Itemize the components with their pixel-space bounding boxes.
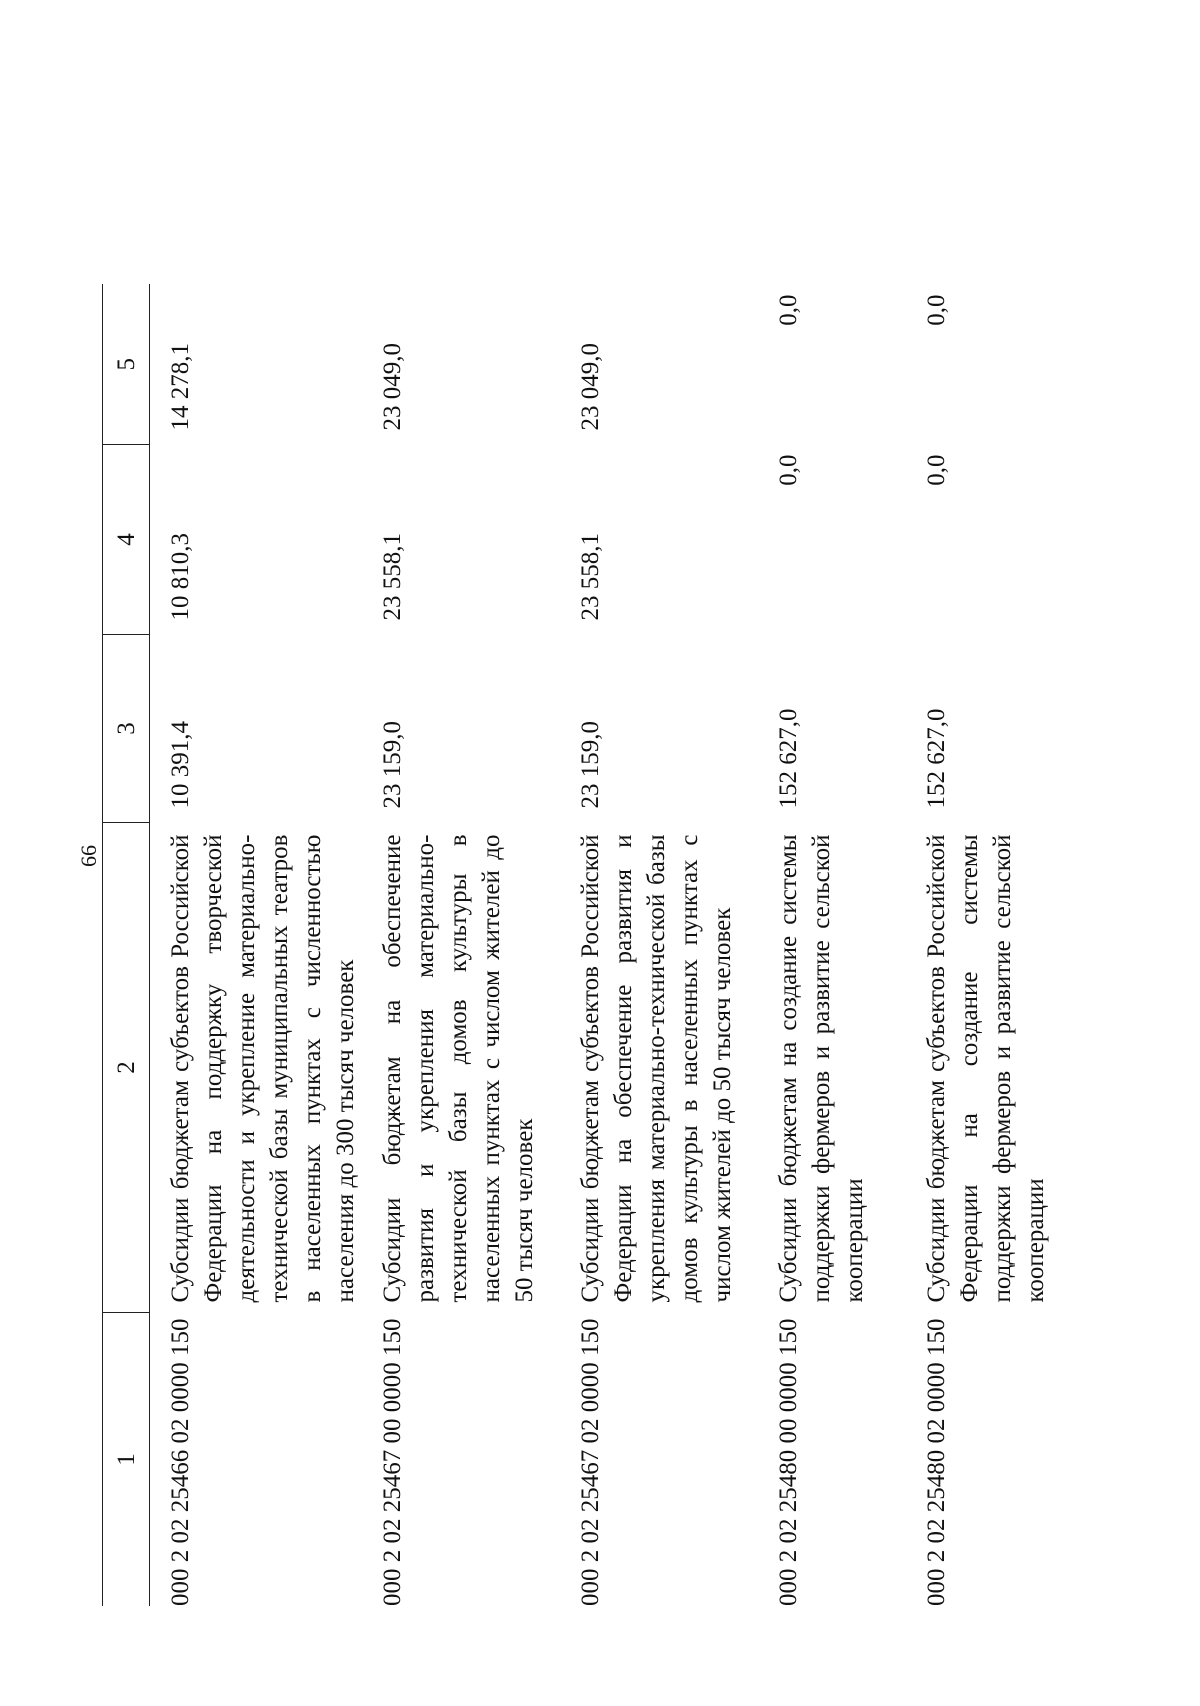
table-row — [150, 285, 363, 1607]
budget-code-cell: 000 2 02 25466 02 0000 150 — [167, 1318, 194, 1606]
value-col3-cell: 10 391,4 — [167, 721, 194, 809]
item-name-cell: Субсидии бюджетам субъектов Российской Федерации на поддержку творческой деятельности и укрепление материально-технической базы муниципальных театров в населенных пунктах с численностью населения до 300 тысяч человек — [167, 834, 359, 1303]
value-col4-cell: 10 810,3 — [167, 533, 194, 621]
table-row — [362, 285, 560, 1607]
column-header-2: 2 — [103, 823, 150, 1313]
table-row — [560, 285, 758, 1607]
column-header-5: 5 — [103, 285, 150, 445]
table-header-row — [103, 285, 150, 1607]
value-col3-cell: 23 159,0 — [577, 721, 604, 809]
value-col3-cell: 152 627,0 — [775, 708, 802, 809]
value-col4-cell: 23 558,1 — [577, 533, 604, 621]
item-name-cell: Субсидии бюджетам субъектов Российской Федерации на создание системы поддержки фермеров и развитие сельской кооперации — [923, 834, 1049, 1303]
item-name-cell: Субсидии бюджетам субъектов Российской Федерации на обеспечение развития и укрепления материально-технической базы домов культуры в населенных пунктах с числом жителей до 50 тысяч человек — [577, 834, 736, 1303]
item-name-cell: Субсидии бюджетам на обеспечение развития и укрепления материально-технической базы домов культуры в населенных пунктах с числом жителей до 50 тысяч человек — [379, 834, 538, 1303]
budget-code-cell: 000 2 02 25480 00 0000 150 — [775, 1318, 802, 1606]
item-name-cell: Субсидии бюджетам на создание системы поддержки фермеров и развитие сельской кооперации — [775, 834, 868, 1303]
column-header-1: 1 — [103, 1313, 150, 1607]
table-row — [906, 285, 1054, 1607]
budget-table — [102, 285, 1054, 1607]
budget-code-cell: 000 2 02 25480 02 0000 150 — [923, 1318, 950, 1606]
value-col4-cell: 23 558,1 — [379, 533, 406, 621]
table-row — [758, 285, 906, 1607]
value-col5-cell: 23 049,0 — [577, 343, 604, 431]
value-col5-cell: 0,0 — [923, 294, 950, 326]
value-col4-cell: 0,0 — [923, 454, 950, 486]
value-col5-cell: 23 049,0 — [379, 343, 406, 431]
column-header-3: 3 — [103, 635, 150, 823]
value-col3-cell: 152 627,0 — [923, 708, 950, 809]
value-col3-cell: 23 159,0 — [379, 721, 406, 809]
value-col4-cell: 0,0 — [775, 454, 802, 486]
budget-code-cell: 000 2 02 25467 00 0000 150 — [379, 1318, 406, 1606]
value-col5-cell: 14 278,1 — [167, 343, 194, 431]
value-col5-cell: 0,0 — [775, 294, 802, 326]
page-number: 66 — [76, 845, 101, 867]
budget-code-cell: 000 2 02 25467 02 0000 150 — [577, 1318, 604, 1606]
column-header-4: 4 — [103, 445, 150, 635]
